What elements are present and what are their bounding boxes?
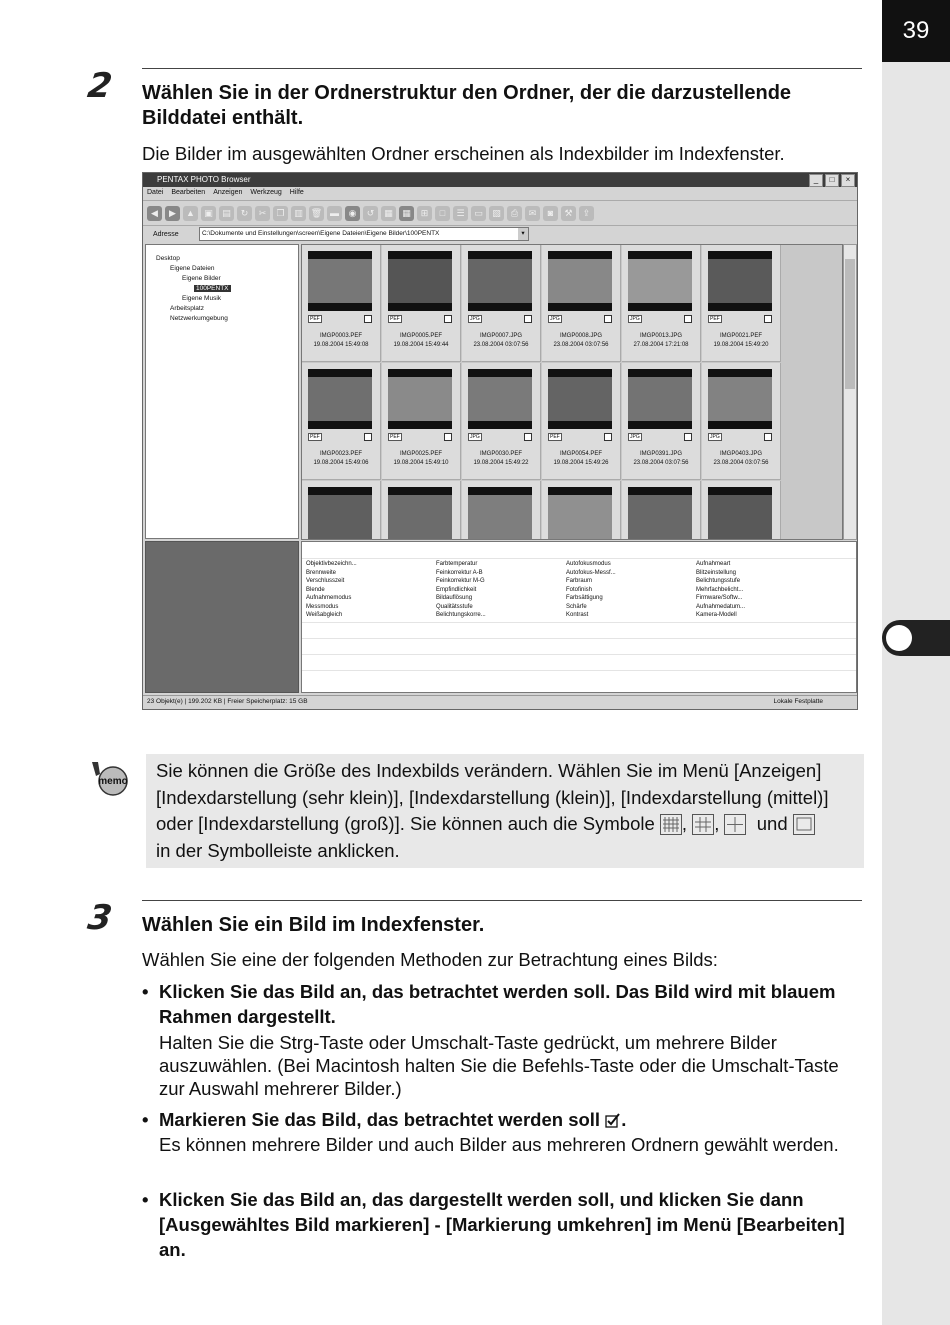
print-icon[interactable]: ⎙ xyxy=(507,206,522,221)
bullet-1-body: Halten Sie die Strg-Taste oder Umschalt-Taste gedrückt, um mehrere Bilder auszuwählen. (Bei Macintosh halten Sie die Befehls-Taste oder die Umschalt-Taste zur Auswahl mehrerer Bilder.) xyxy=(159,1032,839,1099)
thumbnail-image[interactable] xyxy=(628,487,692,540)
thumbnail-cell[interactable] xyxy=(462,245,541,362)
thumbnail-filename: IMGP0054.PEF xyxy=(559,451,603,457)
thumbnail-filename: IMGP0003.PEF xyxy=(319,333,363,339)
thumbnail-date: 23.08.2004 03:07:56 xyxy=(473,342,529,348)
memo-icon-label: memo xyxy=(98,776,128,787)
camera-icon[interactable]: ◙ xyxy=(543,206,558,221)
tools-icon[interactable]: ⚒ xyxy=(561,206,576,221)
memo-text xyxy=(156,758,856,864)
list-view-icon[interactable]: ☰ xyxy=(453,206,468,221)
thumbnail-image[interactable] xyxy=(388,369,452,429)
thumbnail-cell[interactable] xyxy=(462,481,541,540)
thumbnail-checkbox[interactable] xyxy=(364,433,372,441)
file-type-badge: PEF xyxy=(390,434,400,440)
image-info-pane xyxy=(301,541,857,693)
thumbnail-date: 27.08.2004 17:21:08 xyxy=(633,342,689,348)
thumbnail-cell[interactable] xyxy=(702,245,781,362)
up-folder-icon[interactable]: ▲ xyxy=(183,206,198,221)
thumbnail-date: 19.08.2004 15:49:26 xyxy=(553,460,609,466)
email-icon[interactable]: ✉ xyxy=(525,206,540,221)
thumbnail-checkbox[interactable] xyxy=(684,433,692,441)
step-3-number: 3 xyxy=(85,898,115,938)
thumbnail-image[interactable] xyxy=(548,369,612,429)
bullet-2-title: Markieren Sie das Bild, das betrachtet werden soll xyxy=(159,1109,601,1130)
thumbnail-image[interactable] xyxy=(468,487,532,540)
index-large-icon[interactable]: □ xyxy=(435,206,450,221)
view-icon[interactable]: ◉ xyxy=(345,206,360,221)
thumbnail-image[interactable] xyxy=(308,251,372,311)
thumbnail-filename: IMGP0030.PEF xyxy=(479,451,523,457)
back-icon[interactable]: ◀ xyxy=(147,206,162,221)
thumbnail-filename: IMGP0391.JPG xyxy=(639,451,683,457)
minimize-button[interactable]: _ xyxy=(809,174,823,187)
thumbnail-filename: IMGP0005.PEF xyxy=(399,333,443,339)
thumbnail-cell[interactable] xyxy=(622,481,701,540)
copy-folder-icon[interactable]: ▤ xyxy=(219,206,234,221)
delete-icon[interactable]: 🗑 xyxy=(309,206,324,221)
step-2-title: Wählen Sie in der Ordnerstruktur den Ordner, der die darzustellende Bilddatei enthält. xyxy=(142,82,792,129)
thumbnail-filename: IMGP0403.JPG xyxy=(719,451,763,457)
thumbnail-filename: IMGP0008.JPG xyxy=(559,333,603,339)
thumbnail-image[interactable] xyxy=(708,487,772,540)
cut-icon[interactable]: ✂ xyxy=(255,206,270,221)
thumbnail-date: 19.08.2004 15:49:44 xyxy=(393,342,449,348)
menu-bearbeiten[interactable]: Bearbeiten xyxy=(171,189,206,196)
status-bar xyxy=(143,695,857,708)
thumbnail-checkbox[interactable] xyxy=(524,315,532,323)
thumbnail-date: 23.08.2004 03:07:56 xyxy=(633,460,689,466)
page-sidebar xyxy=(882,0,950,1325)
address-bar xyxy=(143,225,857,243)
file-type-badge: PEF xyxy=(310,316,320,322)
thumbnail-date: 19.08.2004 15:49:20 xyxy=(713,342,769,348)
maximize-button[interactable]: □ xyxy=(825,174,839,187)
thumbnail-filename: IMGP0013.JPG xyxy=(639,333,683,339)
chapter-dot-icon xyxy=(886,625,912,651)
address-label: Adresse xyxy=(153,230,179,238)
info-column-1: Objektivbezeichn... Brennweite Verschlusszeit Blende Aufnahmemodus Messmodus Weißabgleich xyxy=(306,561,357,618)
bullet-2-marker: • xyxy=(142,1109,149,1130)
chapter-tab xyxy=(882,620,950,656)
move-icon[interactable]: ▣ xyxy=(201,206,216,221)
tree-eigene-bilder[interactable]: Eigene Bilder xyxy=(182,275,221,282)
thumbnail-cell[interactable] xyxy=(622,245,701,362)
thumbnail-checkbox[interactable] xyxy=(764,433,772,441)
memo-line-3: oder [Indexdarstellung (groß)]. Sie können auch die Symbole , , und xyxy=(156,811,856,838)
index-very-small-icon[interactable]: ▦ xyxy=(381,206,396,221)
thumbnail-date: 19.08.2004 15:49:08 xyxy=(313,342,369,348)
thumbnail-image[interactable] xyxy=(468,251,532,311)
thumbnail-checkbox[interactable] xyxy=(444,315,452,323)
thumbnail-cell[interactable] xyxy=(382,481,461,540)
info-column-2: Farbtemperatur Feinkorrektur A-B Feinkorrektur M-G Empfindlichkeit Bildauflösung Qualitätsstufe Belichtungskorre... xyxy=(436,561,486,618)
file-type-badge: JPG xyxy=(470,316,480,322)
thumbnail-filename: IMGP0021.PEF xyxy=(719,333,763,339)
forward-icon[interactable]: ▶ xyxy=(165,206,180,221)
thumbnail-cell[interactable] xyxy=(302,481,381,540)
thumbnail-checkbox[interactable] xyxy=(444,433,452,441)
step-3-rule xyxy=(142,900,862,901)
copy-icon[interactable]: ❐ xyxy=(273,206,288,221)
file-type-badge: PEF xyxy=(710,316,720,322)
memo-line-2: [Indexdarstellung (sehr klein)], [Indexdarstellung (klein)], [Indexdarstellung (mittel)] xyxy=(156,786,829,808)
rename-icon[interactable]: ▬ xyxy=(327,206,342,221)
page-number: 39 xyxy=(882,0,950,62)
thumbnail-cell[interactable] xyxy=(462,363,541,480)
bullet-1-title: Klicken Sie das Bild an, das betrachtet werden soll. Das Bild wird mit blauem Rahmen dargestellt. xyxy=(159,981,836,1027)
thumbnail-cell[interactable] xyxy=(702,481,781,540)
thumbnail-image[interactable] xyxy=(548,251,612,311)
menu-hilfe[interactable]: Hilfe xyxy=(289,189,304,196)
rotate-icon[interactable]: ↺ xyxy=(363,206,378,221)
thumbnail-date: 23.08.2004 03:07:56 xyxy=(553,342,609,348)
thumbnail-checkbox[interactable] xyxy=(524,433,532,441)
close-button[interactable]: × xyxy=(841,174,855,187)
thumbnail-image[interactable] xyxy=(708,369,772,429)
thumbnail-image[interactable] xyxy=(548,487,612,540)
index-medium-icon[interactable]: ⊞ xyxy=(417,206,432,221)
thumbnail-image[interactable] xyxy=(708,251,772,311)
bullet-3-marker: • xyxy=(142,1189,149,1210)
toolbar xyxy=(143,200,858,226)
thumbnail-checkbox[interactable] xyxy=(604,433,612,441)
step-2-description: Die Bilder im ausgewählten Ordner erscheinen als Indexbilder im Indexfenster. xyxy=(142,143,785,164)
slideshow-icon[interactable]: ▭ xyxy=(471,206,486,221)
scrollbar-thumb[interactable] xyxy=(845,259,855,389)
thumbnail-checkbox[interactable] xyxy=(764,315,772,323)
thumbnail-image[interactable] xyxy=(468,369,532,429)
step-2-rule xyxy=(142,68,862,69)
menu-anzeigen[interactable]: Anzeigen xyxy=(213,189,243,196)
bullet-3-title: Klicken Sie das Bild an, das dargestellt werden soll, und klicken Sie dann [Ausgewähltes Bild markieren] - [Markierung umkehren] im Menü [Bearbeiten] an. xyxy=(159,1189,845,1260)
thumbnail-cell[interactable] xyxy=(542,481,621,540)
index-small-symbol-icon xyxy=(692,814,714,835)
info-column-4: Aufnahmeart Blitzeinstellung Belichtungsstufe Mehrfachbelicht... Firmware/Softw... Aufnahmedatum... Kamera-Modell xyxy=(696,561,746,618)
file-type-badge: JPG xyxy=(470,434,480,440)
thumbnail-cell[interactable] xyxy=(622,363,701,480)
thumbnail-date: 19.08.2004 15:49:22 xyxy=(473,460,529,466)
folder-tree xyxy=(145,244,299,539)
vertical-scrollbar[interactable] xyxy=(843,244,857,540)
file-type-badge: JPG xyxy=(710,434,720,440)
tree-netzwerkumgebung[interactable]: Netzwerkumgebung xyxy=(170,315,228,322)
tree-100pentx[interactable]: 100PENTX xyxy=(196,285,229,292)
index-very-small-symbol-icon xyxy=(660,814,682,835)
thumbnail-image[interactable] xyxy=(308,487,372,540)
file-type-badge: PEF xyxy=(390,316,400,322)
thumbnail-cell[interactable] xyxy=(302,245,381,362)
thumbnail-cell[interactable] xyxy=(702,363,781,480)
menu-bar xyxy=(143,187,858,199)
file-type-badge: JPG xyxy=(630,316,640,322)
thumbnail-image[interactable] xyxy=(388,251,452,311)
tree-desktop[interactable]: Desktop xyxy=(156,255,180,262)
address-value: C:\Dokumente und Einstellungen\screen\Eigene Dateien\Eigene Bilder\100PENTX xyxy=(202,230,440,237)
thumbnail-checkbox[interactable] xyxy=(604,315,612,323)
memo-line-4: in der Symbolleiste anklicken. xyxy=(156,839,400,861)
menu-datei[interactable]: Datei xyxy=(147,189,164,196)
file-type-badge: PEF xyxy=(550,434,560,440)
tree-arbeitsplatz[interactable]: Arbeitsplatz xyxy=(170,305,204,312)
status-left: 23 Objekt(e) | 199.202 KB | Freier Speicherplatz: 15 GB xyxy=(147,698,308,705)
index-medium-symbol-icon xyxy=(724,814,746,835)
step-2-number: 2 xyxy=(85,66,115,106)
index-large-symbol-icon xyxy=(793,814,815,835)
tree-eigene-musik[interactable]: Eigene Musik xyxy=(182,295,222,302)
bullet-1-marker: • xyxy=(142,981,149,1002)
thumbnail-cell[interactable] xyxy=(542,245,621,362)
menu-werkzeug[interactable]: Werkzeug xyxy=(250,189,282,196)
address-input[interactable] xyxy=(199,227,529,241)
memo-line-1: Sie können die Größe des Indexbilds verändern. Wählen Sie im Menü [Anzeigen] xyxy=(156,760,822,781)
thumbnail-image[interactable] xyxy=(388,487,452,540)
thumbnail-cell[interactable] xyxy=(382,245,461,362)
bullet-2-body: Es können mehrere Bilder und auch Bilder aus mehreren Ordnern gewählt werden. xyxy=(159,1134,839,1155)
memo-icon xyxy=(88,760,132,796)
paste-icon[interactable]: ▥ xyxy=(291,206,306,221)
thumbnail-filename: IMGP0025.PEF xyxy=(399,451,443,457)
laboratory-icon[interactable]: ▧ xyxy=(489,206,504,221)
checkbox-checked-icon xyxy=(605,1113,621,1128)
thumbnail-date: 23.08.2004 03:07:56 xyxy=(713,460,769,466)
thumbnail-cell[interactable] xyxy=(542,363,621,480)
thumbnail-image[interactable] xyxy=(628,369,692,429)
thumbnail-checkbox[interactable] xyxy=(684,315,692,323)
thumbnail-filename: IMGP0007.JPG xyxy=(479,333,523,339)
app-screenshot xyxy=(142,172,858,710)
step-3-description: Wählen Sie eine der folgenden Methoden zur Betrachtung eines Bilds: xyxy=(142,949,718,970)
file-type-badge: PEF xyxy=(310,434,320,440)
thumbnail-cell[interactable] xyxy=(302,363,381,480)
info-column-3: Autofokusmodus Autofokus-Messf... Farbraum Fotofinish Farbsättigung Schärfe Kontrast xyxy=(566,561,616,618)
window-titlebar xyxy=(143,173,857,187)
thumbnail-checkbox[interactable] xyxy=(364,315,372,323)
preview-pane xyxy=(145,541,299,693)
thumbnail-cell[interactable] xyxy=(382,363,461,480)
thumbnail-date: 19.08.2004 15:49:10 xyxy=(393,460,449,466)
index-small-icon[interactable]: ▦ xyxy=(399,206,414,221)
refresh-icon[interactable]: ↻ xyxy=(237,206,252,221)
index-window xyxy=(301,244,843,540)
file-type-badge: JPG xyxy=(630,434,640,440)
window-title: PENTAX PHOTO Browser xyxy=(157,175,251,184)
tree-eigene-dateien[interactable]: Eigene Dateien xyxy=(170,265,215,272)
file-type-badge: JPG xyxy=(550,316,560,322)
thumbnail-image[interactable] xyxy=(308,369,372,429)
thumbnail-filename: IMGP0023.PEF xyxy=(319,451,363,457)
upload-icon[interactable]: ⇪ xyxy=(579,206,594,221)
thumbnail-image[interactable] xyxy=(628,251,692,311)
thumbnail-date: 19.08.2004 15:49:06 xyxy=(313,460,369,466)
address-dropdown-icon[interactable]: ▾ xyxy=(518,228,528,240)
step-3-title: Wählen Sie ein Bild im Indexfenster. xyxy=(142,914,485,936)
bullet-2-title-line: Markieren Sie das Bild, das betrachtet werden soll . xyxy=(159,1109,627,1130)
status-right: Lokale Festplatte xyxy=(773,698,823,705)
